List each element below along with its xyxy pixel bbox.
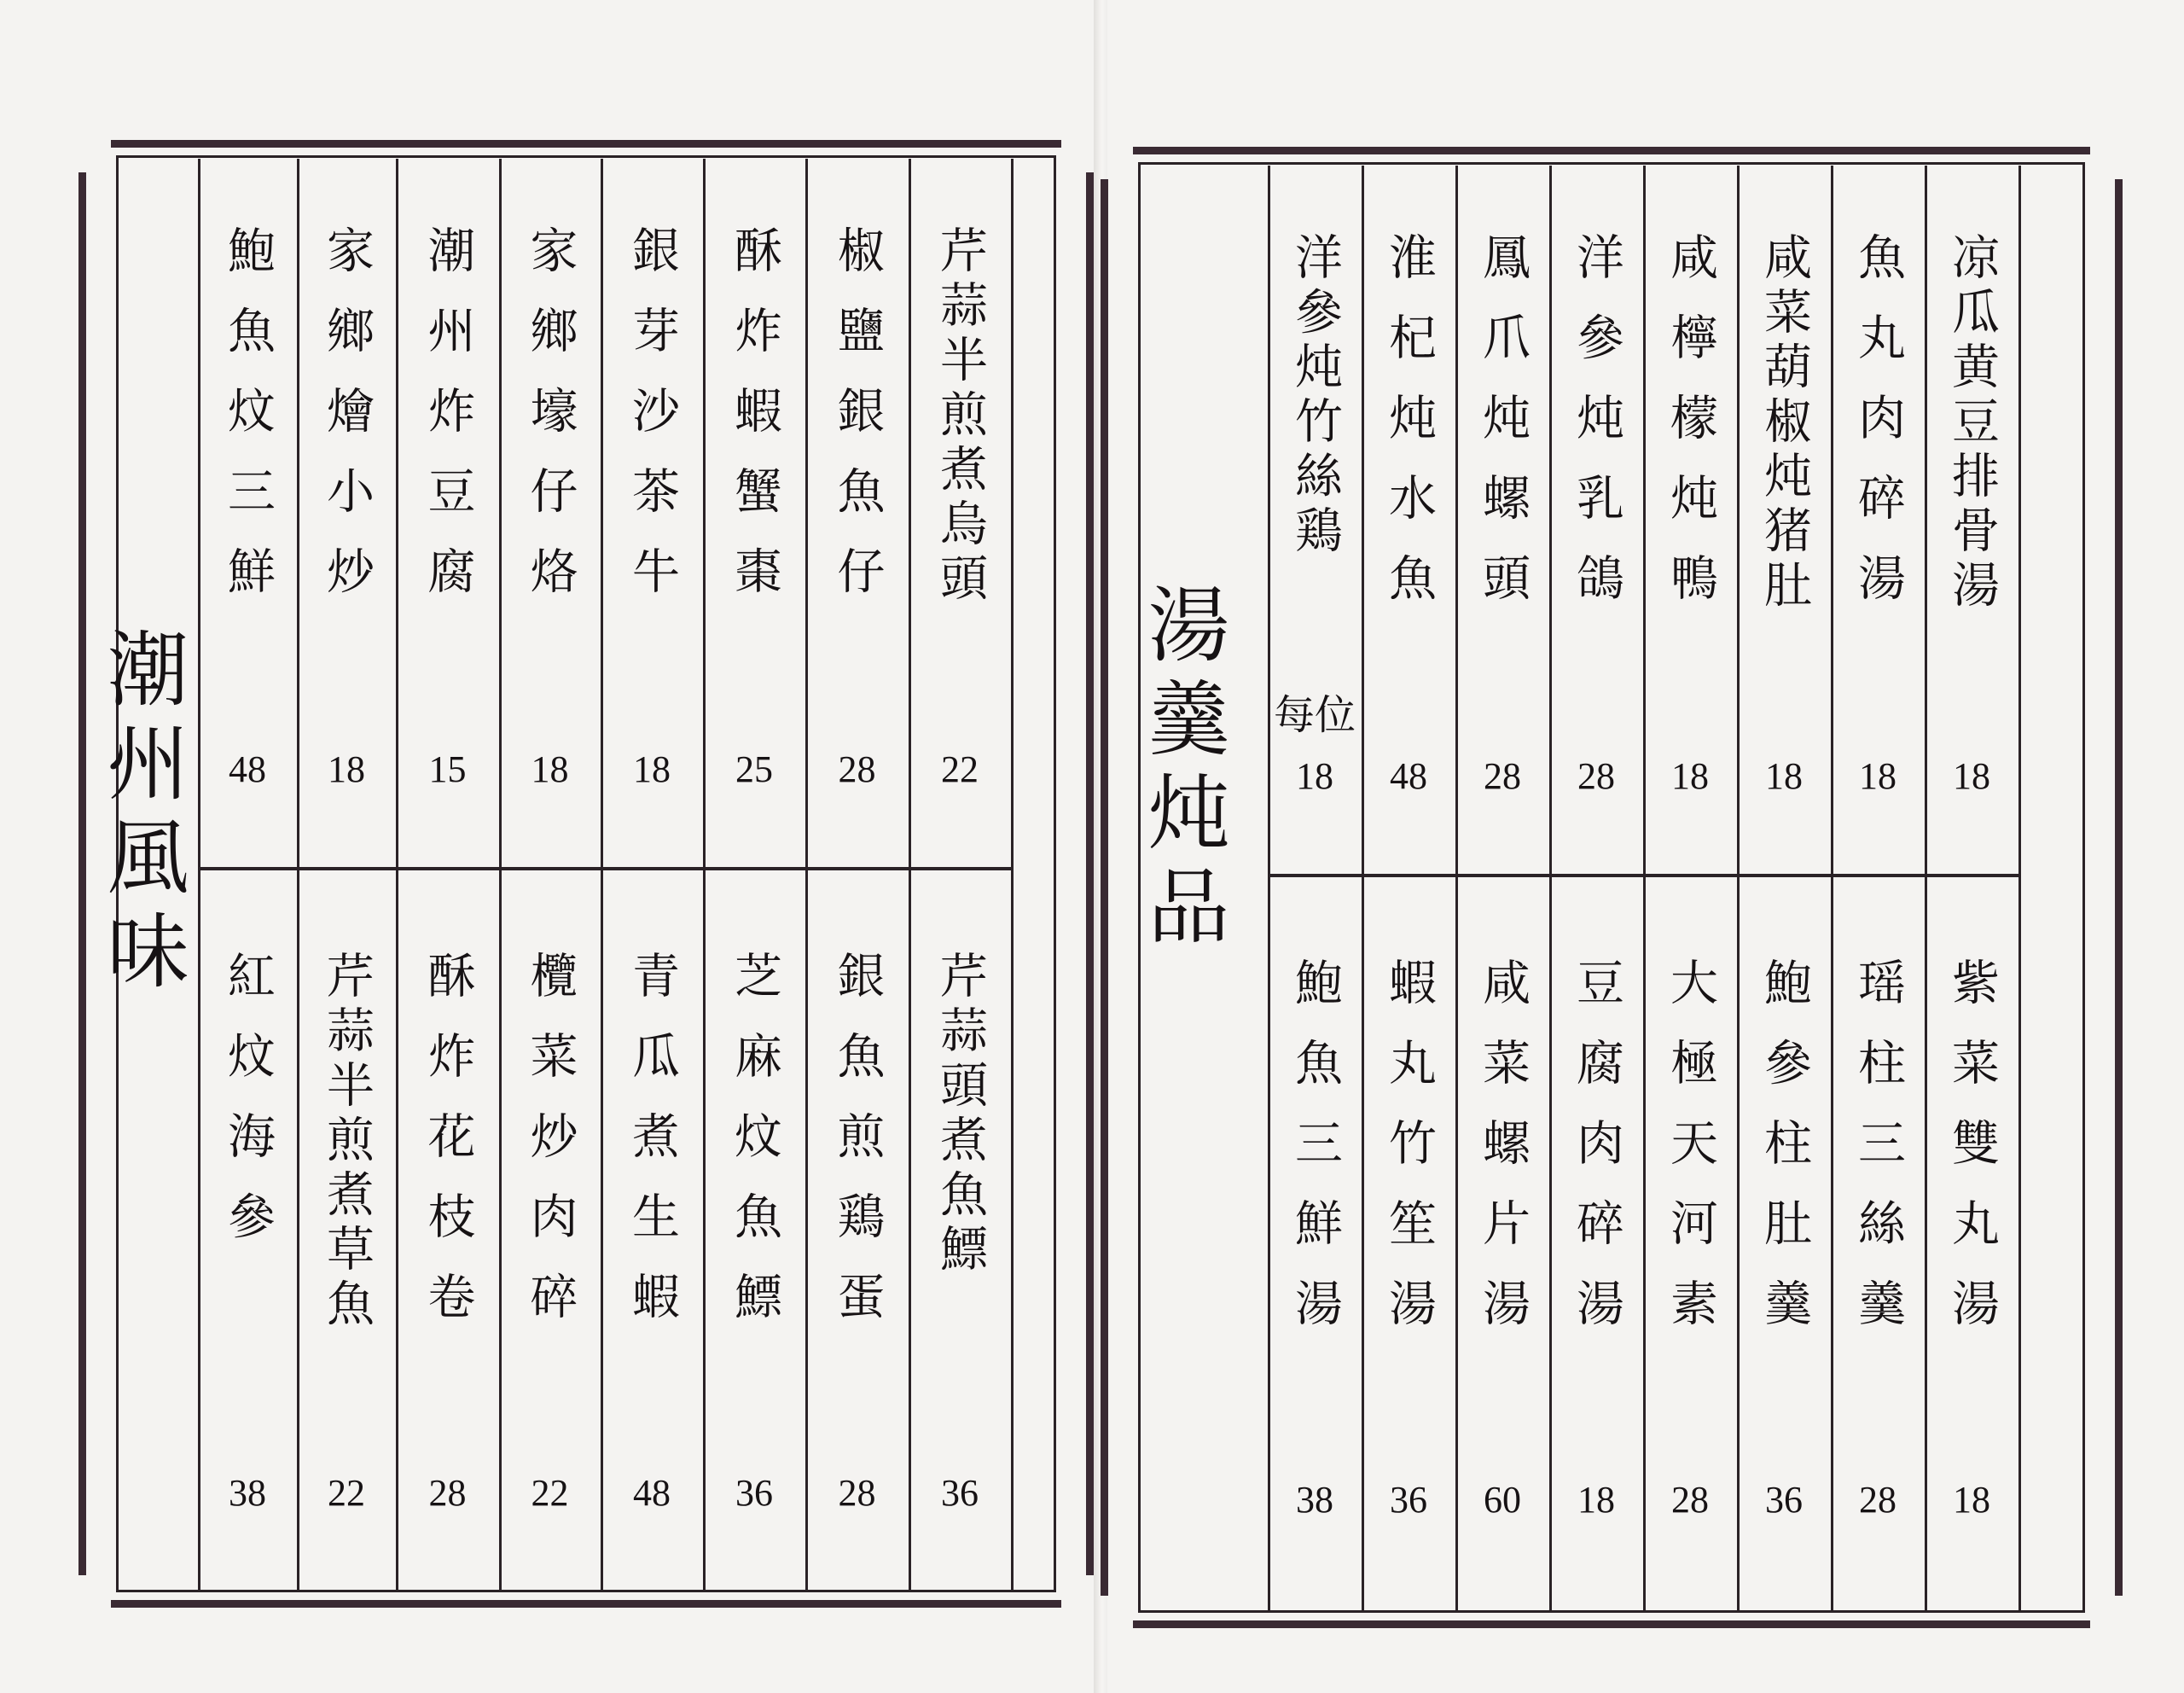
column-divider [805,159,808,1591]
column-divider [601,159,603,1591]
dish-price: 36 [1765,1479,1803,1521]
dish-name: 咸菜螺片湯 [1475,957,1531,1358]
dish-price: 18 [531,748,569,790]
column-divider [909,159,911,1591]
dish-name: 鳳爪炖螺頭 [1475,232,1531,633]
dish-name: 銀芽沙茶牛 [624,225,680,626]
dish-name: 洋參炖乳鴿 [1569,232,1624,633]
dish-name: 芹蒜半煎煮烏頭 [932,225,988,608]
dish-price: 22 [941,748,979,790]
dish-price: 28 [428,1472,467,1514]
dish-name: 鮑魚炆三鮮 [220,225,276,626]
dish-price: 28 [1577,755,1615,797]
section-title-soups-stews: 湯羹炖品 [1135,582,1230,957]
dish-name: 紫菜雙丸湯 [1944,957,2000,1358]
dish-name: 銀魚煎鶏蛋 [829,951,886,1352]
dish-price: 18 [1953,1479,1990,1521]
dish-price: 25 [735,748,773,790]
dish-name: 青瓜煮生蝦 [624,951,680,1352]
dish-price: 28 [1484,755,1521,797]
dish-name: 凉瓜黄豆排骨湯 [1944,232,2000,614]
dish-name: 鮑魚三鮮湯 [1287,957,1343,1358]
dish-price: 28 [1859,1479,1896,1521]
column-divider [198,159,200,1591]
column-divider [297,159,299,1591]
dish-name: 淮杞炖水魚 [1381,232,1437,633]
right-menu-page [1101,147,2123,1628]
dish-price: 18 [1765,755,1803,797]
dish-price: 15 [428,748,467,790]
dish-price: 36 [735,1472,773,1514]
dish-name: 酥炸蝦蟹棗 [727,225,782,626]
dish-name: 家鄉燴小炒 [319,225,375,626]
dish-name: 大極天河素 [1663,957,1718,1358]
column-divider [1455,166,1458,1611]
dish-price: 18 [1577,1479,1615,1521]
column-divider [1011,159,1014,1591]
dish-name: 咸檸檬炖鴨 [1663,232,1718,633]
row-divider [1268,874,2018,877]
dish-price: 36 [1390,1479,1427,1521]
column-divider [1925,166,1927,1611]
dish-name: 洋參炖竹絲鶏 [1287,232,1343,560]
dish-name: 芹蒜頭煮魚鰾 [932,951,988,1278]
column-divider [703,159,706,1591]
dish-price: 18 [328,748,365,790]
dish-name: 芝麻炆魚鰾 [727,951,782,1352]
dish-price: 48 [633,1472,671,1514]
dish-price: 28 [838,1472,876,1514]
dish-price: 18 [1859,755,1896,797]
dish-name: 欖菜炒肉碎 [522,951,578,1352]
dish-price: 22 [531,1472,569,1514]
column-divider [2018,166,2021,1611]
dish-price: 28 [1671,1479,1709,1521]
column-divider [1643,166,1646,1611]
column-divider [499,159,502,1591]
dish-price: 18 [1953,755,1990,797]
column-divider [1737,166,1740,1611]
dish-price: 28 [838,748,876,790]
per-person-unit-label: 每位 [1274,691,1356,739]
dish-price: 22 [328,1472,365,1514]
left-menu-page [78,140,1094,1608]
column-divider [1549,166,1552,1611]
dish-name: 鮑參柱肚羹 [1757,957,1812,1358]
section-title-chaozhou-flavor: 潮州風味 [94,626,189,1002]
dish-price: 38 [229,1472,266,1514]
dish-price: 18 [1296,755,1333,797]
column-divider [1268,166,1270,1611]
dish-name: 咸菜葫椒炖猪肚 [1757,232,1812,614]
row-divider [198,867,1011,870]
dish-price: 18 [633,748,671,790]
dish-price: 38 [1296,1479,1333,1521]
dish-price: 18 [1671,755,1709,797]
dish-name: 蝦丸竹笙湯 [1381,957,1437,1358]
dish-name: 瑶柱三絲羹 [1850,957,1906,1358]
dish-price: 48 [1390,755,1427,797]
column-divider [1831,166,1833,1611]
column-divider [1362,166,1364,1611]
dish-name: 紅炆海參 [220,951,276,1271]
dish-price: 36 [941,1472,979,1514]
dish-name: 椒鹽銀魚仔 [829,225,886,626]
dish-name: 魚丸肉碎湯 [1850,232,1906,633]
dish-name: 酥炸花枝卷 [420,951,476,1352]
dish-name: 家鄉壕仔烙 [522,225,578,626]
dish-name: 芹蒜半煎煮草魚 [319,951,375,1333]
column-divider [396,159,398,1591]
dish-name: 豆腐肉碎湯 [1569,957,1624,1358]
dish-price: 60 [1484,1479,1521,1521]
dish-price: 48 [229,748,266,790]
dish-name: 潮州炸豆腐 [420,225,476,626]
